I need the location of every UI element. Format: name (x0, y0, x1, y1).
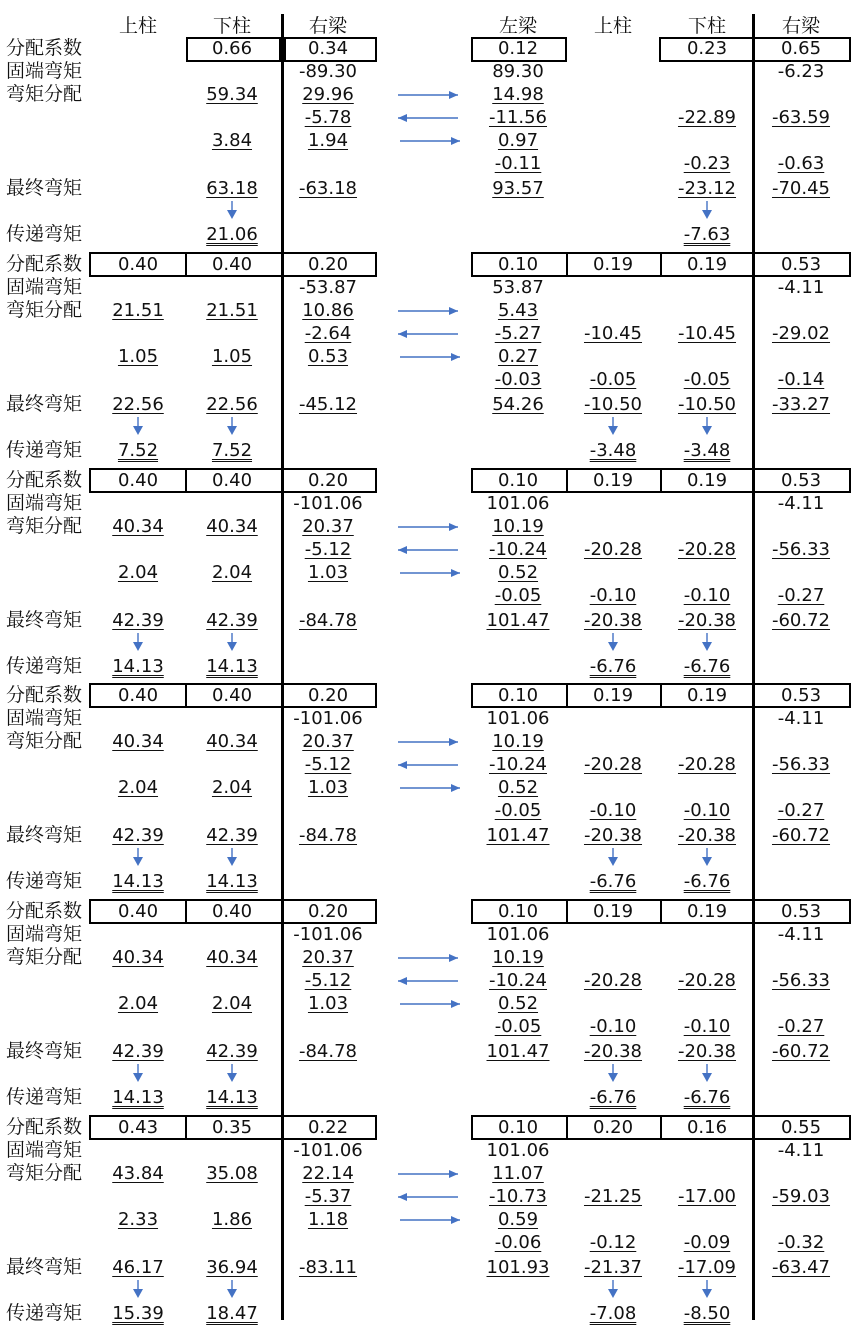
value-final-left-upper-column: 22.56 (112, 394, 164, 415)
value-final-right-lower-column: -10.50 (677, 394, 737, 415)
header-right-upper-column: 上柱 (593, 15, 632, 37)
value-d1-left-upper-column: 40.34 (112, 516, 164, 537)
row-label-distribute: 弯矩分配 (6, 515, 83, 537)
value-d4-right-upper-column: -0.05 (589, 369, 637, 390)
value-d2-left-right-beam: -5.12 (304, 539, 352, 560)
value-d4-right-lower-column: -0.10 (683, 800, 731, 821)
row-label-dist: 分配系数 (6, 37, 83, 59)
value-dist-right-lower-column: 0.19 (686, 254, 728, 275)
value-final-right-right-beam: -60.72 (771, 1041, 831, 1062)
value-d4-right-upper-column: -0.12 (589, 1232, 637, 1253)
carry-arrow-right-head (449, 91, 458, 99)
value-d4-right-left-beam: -0.03 (494, 369, 542, 390)
carry-arrow-down-head (133, 642, 143, 651)
carry-arrow-down-head (227, 857, 237, 866)
value-d2-right-lower-column: -20.28 (677, 754, 737, 775)
value-d1-left-right-beam: 22.14 (302, 1163, 354, 1184)
value-d4-right-right-beam: -0.27 (777, 1016, 825, 1037)
value-d1-right-left-beam: 10.19 (492, 947, 544, 968)
value-dist-right-upper-column: 0.19 (592, 685, 634, 706)
value-final-right-right-beam: -70.45 (771, 178, 831, 199)
value-d4-right-right-beam: -0.14 (777, 369, 825, 390)
value-d3-right-left-beam: 0.59 (497, 1209, 539, 1230)
value-final-right-left-beam: 101.93 (486, 1257, 550, 1278)
value-d1-left-right-beam: 10.86 (302, 300, 354, 321)
value-dist-right-left-beam: 0.10 (497, 901, 539, 922)
carry-arrow-down-head (133, 857, 143, 866)
carry-arrow-down-head (227, 1289, 237, 1298)
row-label-dist: 分配系数 (6, 900, 83, 922)
value-d3-left-lower-column: 2.04 (211, 993, 253, 1014)
value-carry-left-upper-column: 14.13 (112, 871, 164, 892)
value-d1-right-left-beam: 5.43 (497, 300, 539, 321)
value-fixed-right-left-beam: 101.06 (486, 493, 550, 514)
carry-arrow-left-head (398, 1193, 407, 1201)
value-d4-right-left-beam: -0.11 (494, 153, 542, 174)
value-d3-right-left-beam: 0.27 (497, 346, 539, 367)
row-label-final: 最终弯矩 (6, 177, 83, 199)
carry-arrow-left-head (398, 546, 407, 554)
value-final-left-upper-column: 42.39 (112, 825, 164, 846)
value-d1-left-upper-column: 40.34 (112, 947, 164, 968)
value-dist-left-right-beam: 0.34 (307, 38, 349, 59)
value-fixed-right-right-beam: -6.23 (777, 61, 825, 82)
row-label-final: 最终弯矩 (6, 609, 83, 631)
value-carry-right-lower-column: -6.76 (683, 871, 731, 892)
value-fixed-right-right-beam: -4.11 (777, 708, 825, 729)
value-carry-right-lower-column: -6.76 (683, 656, 731, 677)
carry-arrow-right-head (449, 954, 458, 962)
carry-arrow-down-head (227, 642, 237, 651)
value-carry-left-upper-column: 7.52 (117, 440, 159, 461)
carry-arrow-down-head (608, 426, 618, 435)
value-final-right-lower-column: -20.38 (677, 825, 737, 846)
value-carry-right-lower-column: -8.50 (683, 1303, 731, 1324)
value-final-right-upper-column: -20.38 (583, 1041, 643, 1062)
value-final-right-right-beam: -33.27 (771, 394, 831, 415)
value-dist-left-right-beam: 0.20 (307, 470, 349, 491)
value-final-left-upper-column: 42.39 (112, 1041, 164, 1062)
carry-arrow-left-head (398, 114, 407, 122)
header-right-lower-column: 下柱 (687, 15, 726, 37)
value-d1-left-right-beam: 29.96 (302, 84, 354, 105)
value-d4-right-lower-column: -0.05 (683, 369, 731, 390)
value-dist-left-right-beam: 0.20 (307, 685, 349, 706)
value-dist-right-right-beam: 0.65 (780, 38, 822, 59)
row-label-dist: 分配系数 (6, 684, 83, 706)
value-d2-right-left-beam: -10.73 (488, 1186, 548, 1207)
value-fixed-right-right-beam: -4.11 (777, 277, 825, 298)
value-d1-left-upper-column: 43.84 (112, 1163, 164, 1184)
row-label-distribute: 弯矩分配 (6, 946, 83, 968)
value-final-right-left-beam: 93.57 (492, 178, 544, 199)
value-dist-right-right-beam: 0.55 (780, 1117, 822, 1138)
value-carry-right-upper-column: -6.76 (589, 656, 637, 677)
value-fixed-left-right-beam: -53.87 (298, 277, 358, 298)
value-d2-left-right-beam: -5.12 (304, 970, 352, 991)
row-label-carry: 传递弯矩 (6, 439, 83, 461)
value-d3-left-upper-column: 2.04 (117, 777, 159, 798)
carry-arrow-right-head (451, 137, 460, 145)
value-d3-left-upper-column: 2.04 (117, 562, 159, 583)
value-d4-right-upper-column: -0.10 (589, 800, 637, 821)
value-dist-left-lower-column: 0.40 (211, 901, 253, 922)
value-d4-right-lower-column: -0.09 (683, 1232, 731, 1253)
carry-arrow-left-head (398, 330, 407, 338)
value-d2-right-upper-column: -20.28 (583, 539, 643, 560)
value-dist-right-lower-column: 0.19 (686, 470, 728, 491)
carry-arrow-right-head (449, 523, 458, 531)
row-label-carry: 传递弯矩 (6, 870, 83, 892)
row-label-distribute: 弯矩分配 (6, 1162, 83, 1184)
value-carry-left-lower-column: 18.47 (206, 1303, 258, 1324)
value-fixed-right-right-beam: -4.11 (777, 924, 825, 945)
row-label-carry: 传递弯矩 (6, 1302, 83, 1324)
value-d4-right-left-beam: -0.05 (494, 585, 542, 606)
carry-arrow-down-head (227, 426, 237, 435)
value-final-right-lower-column: -20.38 (677, 610, 737, 631)
value-final-right-lower-column: -20.38 (677, 1041, 737, 1062)
value-d2-right-upper-column: -20.28 (583, 970, 643, 991)
value-fixed-left-right-beam: -101.06 (293, 1140, 363, 1161)
value-d3-left-right-beam: 1.03 (307, 562, 349, 583)
value-dist-right-lower-column: 0.19 (686, 685, 728, 706)
value-d2-left-right-beam: -5.12 (304, 754, 352, 775)
value-dist-left-lower-column: 0.35 (211, 1117, 253, 1138)
value-d4-right-lower-column: -0.10 (683, 1016, 731, 1037)
value-dist-right-left-beam: 0.10 (497, 1117, 539, 1138)
row-label-distribute: 弯矩分配 (6, 83, 83, 105)
value-d3-left-right-beam: 1.94 (307, 130, 349, 151)
value-dist-right-right-beam: 0.53 (780, 901, 822, 922)
value-d2-right-upper-column: -20.28 (583, 754, 643, 775)
value-carry-right-upper-column: -6.76 (589, 1087, 637, 1108)
value-d1-left-right-beam: 20.37 (302, 731, 354, 752)
value-d2-right-right-beam: -29.02 (771, 323, 831, 344)
value-d2-right-lower-column: -20.28 (677, 539, 737, 560)
carry-arrow-down-head (608, 857, 618, 866)
carry-arrow-down-head (608, 1289, 618, 1298)
value-final-left-right-beam: -63.18 (298, 178, 358, 199)
value-d3-left-upper-column: 2.04 (117, 993, 159, 1014)
header-left-lower-column: 下柱 (212, 15, 251, 37)
value-d4-right-upper-column: -0.10 (589, 1016, 637, 1037)
value-d3-left-right-beam: 1.18 (307, 1209, 349, 1230)
carry-arrow-down-head (702, 1073, 712, 1082)
carry-arrow-down-head (702, 1289, 712, 1298)
value-fixed-right-right-beam: -4.11 (777, 1140, 825, 1161)
value-d4-right-left-beam: -0.05 (494, 800, 542, 821)
carry-arrow-right-head (451, 1000, 460, 1008)
value-final-right-upper-column: -20.38 (583, 610, 643, 631)
value-final-right-upper-column: -21.37 (583, 1257, 643, 1278)
value-carry-left-upper-column: 15.39 (112, 1303, 164, 1324)
value-d4-right-lower-column: -0.10 (683, 585, 731, 606)
value-d3-left-lower-column: 1.86 (211, 1209, 253, 1230)
carry-arrow-left-head (398, 977, 407, 985)
value-d2-right-right-beam: -56.33 (771, 539, 831, 560)
value-dist-right-right-beam: 0.53 (780, 685, 822, 706)
value-carry-left-lower-column: 7.52 (211, 440, 253, 461)
value-fixed-right-right-beam: -4.11 (777, 493, 825, 514)
value-final-left-right-beam: -84.78 (298, 610, 358, 631)
value-dist-right-upper-column: 0.20 (592, 1117, 634, 1138)
carry-arrow-down-head (702, 642, 712, 651)
row-label-fixed: 固端弯矩 (6, 707, 83, 729)
row-label-dist: 分配系数 (6, 1116, 83, 1138)
value-final-right-left-beam: 101.47 (486, 1041, 550, 1062)
carry-arrow-down-head (608, 642, 618, 651)
row-label-final: 最终弯矩 (6, 824, 83, 846)
value-final-left-lower-column: 42.39 (206, 825, 258, 846)
value-d2-right-right-beam: -56.33 (771, 970, 831, 991)
value-dist-left-lower-column: 0.66 (211, 38, 253, 59)
carry-arrow-down-head (702, 210, 712, 219)
value-dist-right-right-beam: 0.53 (780, 254, 822, 275)
row-label-final: 最终弯矩 (6, 1040, 83, 1062)
value-dist-right-right-beam: 0.53 (780, 470, 822, 491)
value-d1-left-lower-column: 35.08 (206, 1163, 258, 1184)
value-final-left-upper-column: 42.39 (112, 610, 164, 631)
value-dist-right-left-beam: 0.10 (497, 254, 539, 275)
value-fixed-right-left-beam: 89.30 (492, 61, 544, 82)
value-final-right-lower-column: -17.09 (677, 1257, 737, 1278)
value-carry-right-lower-column: -3.48 (683, 440, 731, 461)
carry-arrow-down-head (133, 1073, 143, 1082)
value-carry-left-lower-column: 14.13 (206, 1087, 258, 1108)
value-final-left-right-beam: -45.12 (298, 394, 358, 415)
value-d3-left-lower-column: 2.04 (211, 562, 253, 583)
carry-arrow-right-head (449, 738, 458, 746)
value-d4-right-right-beam: -0.27 (777, 800, 825, 821)
value-d2-right-lower-column: -10.45 (677, 323, 737, 344)
value-d4-right-left-beam: -0.05 (494, 1016, 542, 1037)
value-d1-left-lower-column: 59.34 (206, 84, 258, 105)
carry-arrow-down-head (227, 1073, 237, 1082)
value-final-left-lower-column: 22.56 (206, 394, 258, 415)
value-d1-left-lower-column: 40.34 (206, 731, 258, 752)
carry-arrow-right-head (451, 569, 460, 577)
value-d4-right-right-beam: -0.27 (777, 585, 825, 606)
value-d3-right-left-beam: 0.52 (497, 777, 539, 798)
row-label-carry: 传递弯矩 (6, 1086, 83, 1108)
value-final-left-lower-column: 63.18 (206, 178, 258, 199)
value-d2-left-right-beam: -5.37 (304, 1186, 352, 1207)
value-final-left-lower-column: 42.39 (206, 610, 258, 631)
carry-arrow-down-head (608, 1073, 618, 1082)
value-final-right-left-beam: 101.47 (486, 825, 550, 846)
value-dist-left-upper-column: 0.40 (117, 685, 159, 706)
value-d3-right-left-beam: 0.52 (497, 993, 539, 1014)
value-carry-left-lower-column: 14.13 (206, 871, 258, 892)
row-label-final: 最终弯矩 (6, 1256, 83, 1278)
row-label-dist: 分配系数 (6, 253, 83, 275)
value-d1-right-left-beam: 14.98 (492, 84, 544, 105)
value-d2-right-upper-column: -10.45 (583, 323, 643, 344)
row-label-fixed: 固端弯矩 (6, 276, 83, 298)
value-dist-right-lower-column: 0.16 (686, 1117, 728, 1138)
value-d1-left-right-beam: 20.37 (302, 947, 354, 968)
value-d1-right-left-beam: 11.07 (492, 1163, 544, 1184)
value-d4-right-upper-column: -0.10 (589, 585, 637, 606)
carry-arrow-right-head (451, 784, 460, 792)
value-final-left-upper-column: 46.17 (112, 1257, 164, 1278)
value-dist-right-lower-column: 0.23 (686, 38, 728, 59)
value-d2-right-left-beam: -10.24 (488, 970, 548, 991)
value-d1-left-right-beam: 20.37 (302, 516, 354, 537)
value-d1-left-upper-column: 40.34 (112, 731, 164, 752)
value-d1-left-lower-column: 40.34 (206, 947, 258, 968)
value-d3-right-left-beam: 0.97 (497, 130, 539, 151)
value-fixed-right-left-beam: 101.06 (486, 1140, 550, 1161)
row-label-carry: 传递弯矩 (6, 655, 83, 677)
value-d2-left-right-beam: -5.78 (304, 107, 352, 128)
value-d1-left-lower-column: 21.51 (206, 300, 258, 321)
value-d3-right-left-beam: 0.52 (497, 562, 539, 583)
value-d4-right-right-beam: -0.32 (777, 1232, 825, 1253)
value-final-right-upper-column: -10.50 (583, 394, 643, 415)
value-dist-right-left-beam: 0.10 (497, 685, 539, 706)
value-d2-right-lower-column: -17.00 (677, 1186, 737, 1207)
value-dist-right-upper-column: 0.19 (592, 254, 634, 275)
value-fixed-left-right-beam: -101.06 (293, 708, 363, 729)
value-dist-right-upper-column: 0.19 (592, 470, 634, 491)
carry-arrow-right-head (451, 1216, 460, 1224)
value-carry-left-upper-column: 14.13 (112, 1087, 164, 1108)
value-final-left-right-beam: -83.11 (298, 1257, 358, 1278)
carry-arrow-left-head (398, 761, 407, 769)
value-d3-left-lower-column: 1.05 (211, 346, 253, 367)
carry-arrow-down-head (702, 426, 712, 435)
value-final-right-right-beam: -60.72 (771, 610, 831, 631)
value-final-left-lower-column: 42.39 (206, 1041, 258, 1062)
row-label-distribute: 弯矩分配 (6, 730, 83, 752)
value-carry-left-lower-column: 14.13 (206, 656, 258, 677)
value-carry-right-lower-column: -6.76 (683, 1087, 731, 1108)
row-label-fixed: 固端弯矩 (6, 492, 83, 514)
value-d2-right-lower-column: -20.28 (677, 970, 737, 991)
value-d1-right-left-beam: 10.19 (492, 731, 544, 752)
header-left-upper-column: 上柱 (118, 15, 157, 37)
value-d1-right-left-beam: 10.19 (492, 516, 544, 537)
value-fixed-right-left-beam: 101.06 (486, 708, 550, 729)
value-fixed-right-left-beam: 101.06 (486, 924, 550, 945)
carry-arrow-down-head (227, 210, 237, 219)
value-dist-right-left-beam: 0.10 (497, 470, 539, 491)
row-label-final: 最终弯矩 (6, 393, 83, 415)
value-d2-right-right-beam: -59.03 (771, 1186, 831, 1207)
carry-arrow-right-head (449, 307, 458, 315)
value-d2-left-right-beam: -2.64 (304, 323, 352, 344)
value-d2-right-left-beam: -10.24 (488, 754, 548, 775)
value-carry-left-upper-column: 14.13 (112, 656, 164, 677)
row-label-fixed: 固端弯矩 (6, 1139, 83, 1161)
value-dist-left-lower-column: 0.40 (211, 254, 253, 275)
value-dist-left-upper-column: 0.43 (117, 1117, 159, 1138)
row-label-fixed: 固端弯矩 (6, 60, 83, 82)
header-right-right-beam: 右梁 (781, 15, 820, 37)
value-dist-left-lower-column: 0.40 (211, 470, 253, 491)
value-d4-right-right-beam: -0.63 (777, 153, 825, 174)
row-label-distribute: 弯矩分配 (6, 299, 83, 321)
value-d4-right-left-beam: -0.06 (494, 1232, 542, 1253)
value-dist-left-upper-column: 0.40 (117, 254, 159, 275)
value-final-left-right-beam: -84.78 (298, 825, 358, 846)
carry-arrow-down-head (133, 1289, 143, 1298)
value-dist-left-lower-column: 0.40 (211, 685, 253, 706)
value-dist-left-right-beam: 0.22 (307, 1117, 349, 1138)
value-fixed-left-right-beam: -89.30 (298, 61, 358, 82)
value-dist-left-right-beam: 0.20 (307, 901, 349, 922)
value-d3-left-lower-column: 2.04 (211, 777, 253, 798)
value-dist-right-upper-column: 0.19 (592, 901, 634, 922)
value-final-right-right-beam: -60.72 (771, 825, 831, 846)
value-carry-right-upper-column: -3.48 (589, 440, 637, 461)
value-d1-left-lower-column: 40.34 (206, 516, 258, 537)
value-dist-right-left-beam: 0.12 (497, 38, 539, 59)
value-d3-left-right-beam: 1.03 (307, 777, 349, 798)
value-d3-left-lower-column: 3.84 (211, 130, 253, 151)
row-label-dist: 分配系数 (6, 469, 83, 491)
value-d2-right-upper-column: -21.25 (583, 1186, 643, 1207)
value-final-right-upper-column: -20.38 (583, 825, 643, 846)
value-d2-right-right-beam: -56.33 (771, 754, 831, 775)
value-final-right-left-beam: 54.26 (492, 394, 544, 415)
value-dist-left-right-beam: 0.20 (307, 254, 349, 275)
value-d3-left-right-beam: 1.03 (307, 993, 349, 1014)
carry-arrow-down-head (133, 426, 143, 435)
value-fixed-right-left-beam: 53.87 (492, 277, 544, 298)
value-final-right-left-beam: 101.47 (486, 610, 550, 631)
value-d2-right-left-beam: -10.24 (488, 539, 548, 560)
header-left-right-beam: 右梁 (308, 15, 347, 37)
value-dist-left-upper-column: 0.40 (117, 470, 159, 491)
value-carry-right-upper-column: -6.76 (589, 871, 637, 892)
value-fixed-left-right-beam: -101.06 (293, 924, 363, 945)
row-label-fixed: 固端弯矩 (6, 923, 83, 945)
value-final-right-right-beam: -63.47 (771, 1257, 831, 1278)
value-carry-right-lower-column: -7.63 (683, 224, 731, 245)
value-d2-right-left-beam: -11.56 (488, 107, 548, 128)
value-d2-right-right-beam: -63.59 (771, 107, 831, 128)
value-d1-left-upper-column: 21.51 (112, 300, 164, 321)
value-d3-left-upper-column: 2.33 (117, 1209, 159, 1230)
value-d4-right-lower-column: -0.23 (683, 153, 731, 174)
value-final-right-lower-column: -23.12 (677, 178, 737, 199)
value-carry-left-lower-column: 21.06 (206, 224, 258, 245)
value-dist-left-upper-column: 0.40 (117, 901, 159, 922)
carry-arrow-down-head (702, 857, 712, 866)
carry-arrow-right-head (451, 353, 460, 361)
value-d2-right-lower-column: -22.89 (677, 107, 737, 128)
value-fixed-left-right-beam: -101.06 (293, 493, 363, 514)
header-right-left-beam: 左梁 (498, 15, 537, 37)
row-label-carry: 传递弯矩 (6, 223, 83, 245)
value-final-left-right-beam: -84.78 (298, 1041, 358, 1062)
value-final-left-lower-column: 36.94 (206, 1257, 258, 1278)
value-d3-left-right-beam: 0.53 (307, 346, 349, 367)
carry-arrow-right-head (449, 1170, 458, 1178)
value-d3-left-upper-column: 1.05 (117, 346, 159, 367)
value-dist-right-lower-column: 0.19 (686, 901, 728, 922)
value-d2-right-left-beam: -5.27 (494, 323, 542, 344)
value-carry-right-upper-column: -7.08 (589, 1303, 637, 1324)
